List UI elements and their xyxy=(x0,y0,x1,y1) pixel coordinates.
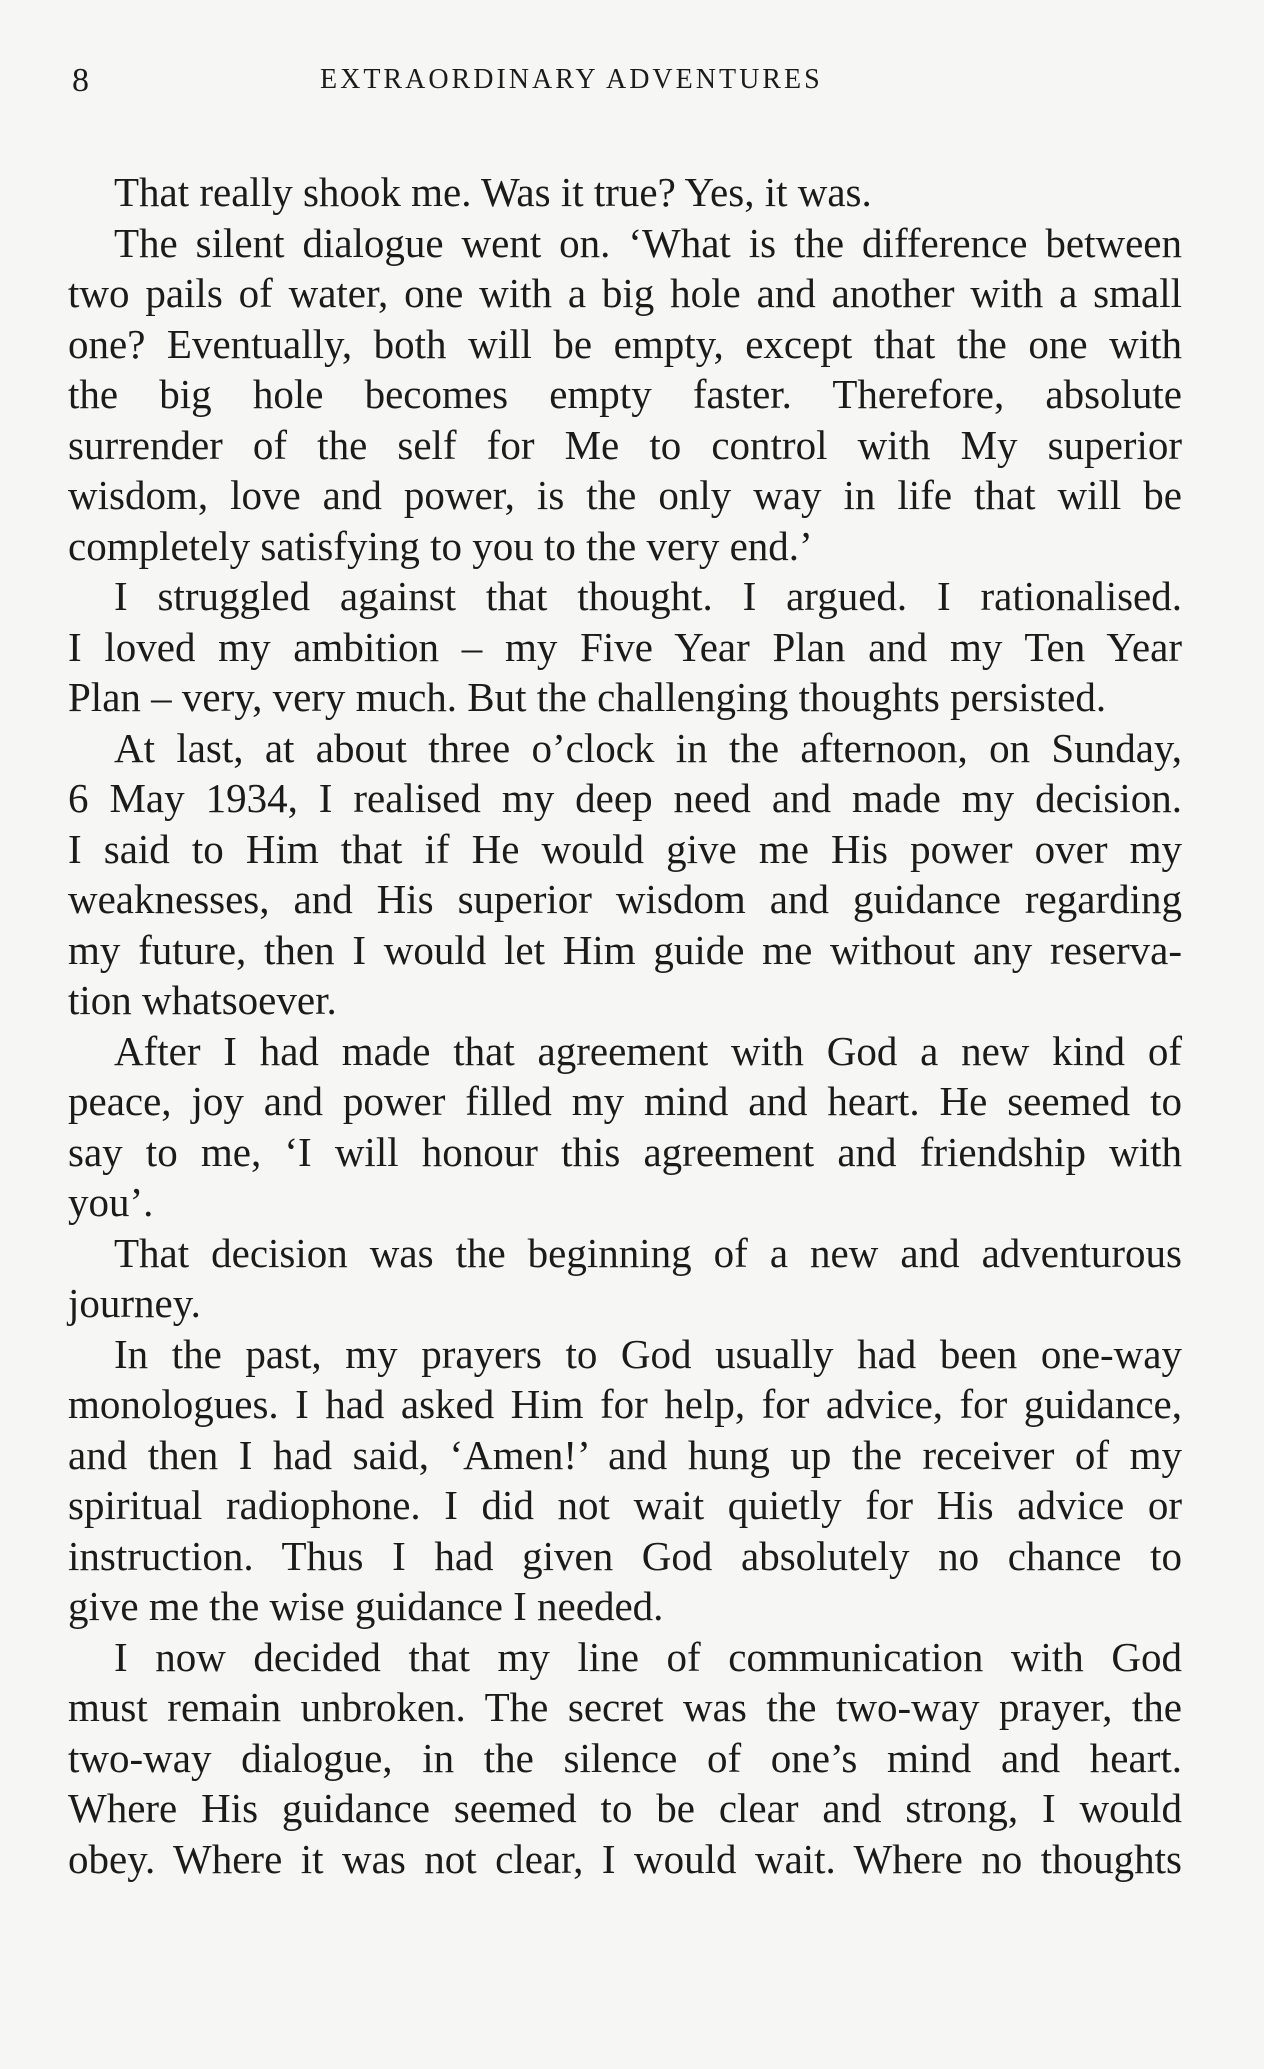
text-line: In the past, my prayers to God usually had been one-way xyxy=(114,1330,1182,1377)
text-line: instruction. Thus I had given God absolutely no chance to xyxy=(68,1532,1182,1579)
paragraph xyxy=(68,1228,1182,1329)
text-line: completely satisfying to you to the very end.’ xyxy=(68,522,813,569)
text-line: must remain unbroken. The secret was the two-way prayer, the xyxy=(68,1684,1182,1730)
text-line: peace, joy and power filled my mind and heart. He seemed to xyxy=(68,1078,1182,1124)
paragraph xyxy=(68,723,1182,1026)
text-line: journey. xyxy=(68,1280,201,1326)
text-line: That really shook me. Was it true? Yes, it was. xyxy=(114,169,872,215)
text-line: 6 May 1934, I realised my deep need and made my decision. xyxy=(68,775,1182,821)
paragraph xyxy=(68,218,1182,572)
text-line: give me the wise guidance I needed. xyxy=(68,1583,664,1629)
text-line: I loved my ambition – my Five Year Plan and my Ten Year xyxy=(68,623,1182,670)
text-line: weaknesses, and His superior wisdom and guidance regarding xyxy=(68,876,1182,922)
text-line: my future, then I would let Him guide me without any reserva- xyxy=(68,926,1182,973)
text-line: you’. xyxy=(68,1179,154,1225)
text-line: At last, at about three o’clock in the afternoon, on Sunday, xyxy=(114,724,1182,771)
text-line: I now decided that my line of communication with God xyxy=(114,1633,1182,1680)
text-line: spiritual radiophone. I did not wait quietly for His advice or xyxy=(68,1482,1182,1528)
text-line: obey. Where it was not clear, I would wait. Where no thoughts xyxy=(68,1835,1182,1882)
text-line: wisdom, love and power, is the only way in life that will be xyxy=(68,472,1182,518)
text-line: Where His guidance seemed to be clear and strong, I would xyxy=(68,1785,1182,1831)
text-line: Plan – very, very much. But the challenging thoughts persisted. xyxy=(68,674,1107,720)
text-line: the big hole becomes empty faster. Therefore, absolute xyxy=(68,371,1182,417)
body-text xyxy=(68,167,1182,1884)
text-line: two-way dialogue, in the silence of one’s mind and heart. xyxy=(68,1734,1182,1781)
text-line: The silent dialogue went on. ‘What is the difference between xyxy=(114,219,1182,266)
paragraph xyxy=(68,1026,1182,1228)
paragraph xyxy=(68,1329,1182,1632)
text-line: I said to Him that if He would give me His power over my xyxy=(68,825,1182,872)
text-line: I struggled against that thought. I argued. I rationalised. xyxy=(114,573,1182,619)
text-line: and then I had said, ‘Amen!’ and hung up the receiver of my xyxy=(68,1431,1182,1478)
paragraph xyxy=(68,571,1182,723)
text-line: After I had made that agreement with God a new kind of xyxy=(114,1027,1182,1074)
page-number: 8 xyxy=(72,62,89,99)
running-header xyxy=(0,62,1264,102)
text-line: That decision was the beginning of a new and adventurous xyxy=(114,1229,1182,1276)
paragraph xyxy=(68,1632,1182,1885)
text-line: surrender of the self for Me to control with My superior xyxy=(68,421,1182,468)
text-line: monologues. I had asked Him for help, for advice, for guidance, xyxy=(68,1381,1182,1427)
text-line: two pails of water, one with a big hole and another with a small xyxy=(68,270,1182,316)
text-line: one? Eventually, both will be empty, except that the one with xyxy=(68,320,1182,367)
text-line: say to me, ‘I will honour this agreement and friendship with xyxy=(68,1128,1182,1175)
text-line: tion whatsoever. xyxy=(68,977,337,1023)
running-title: EXTRAORDINARY ADVENTURES xyxy=(320,64,823,95)
paragraph xyxy=(68,167,1182,218)
